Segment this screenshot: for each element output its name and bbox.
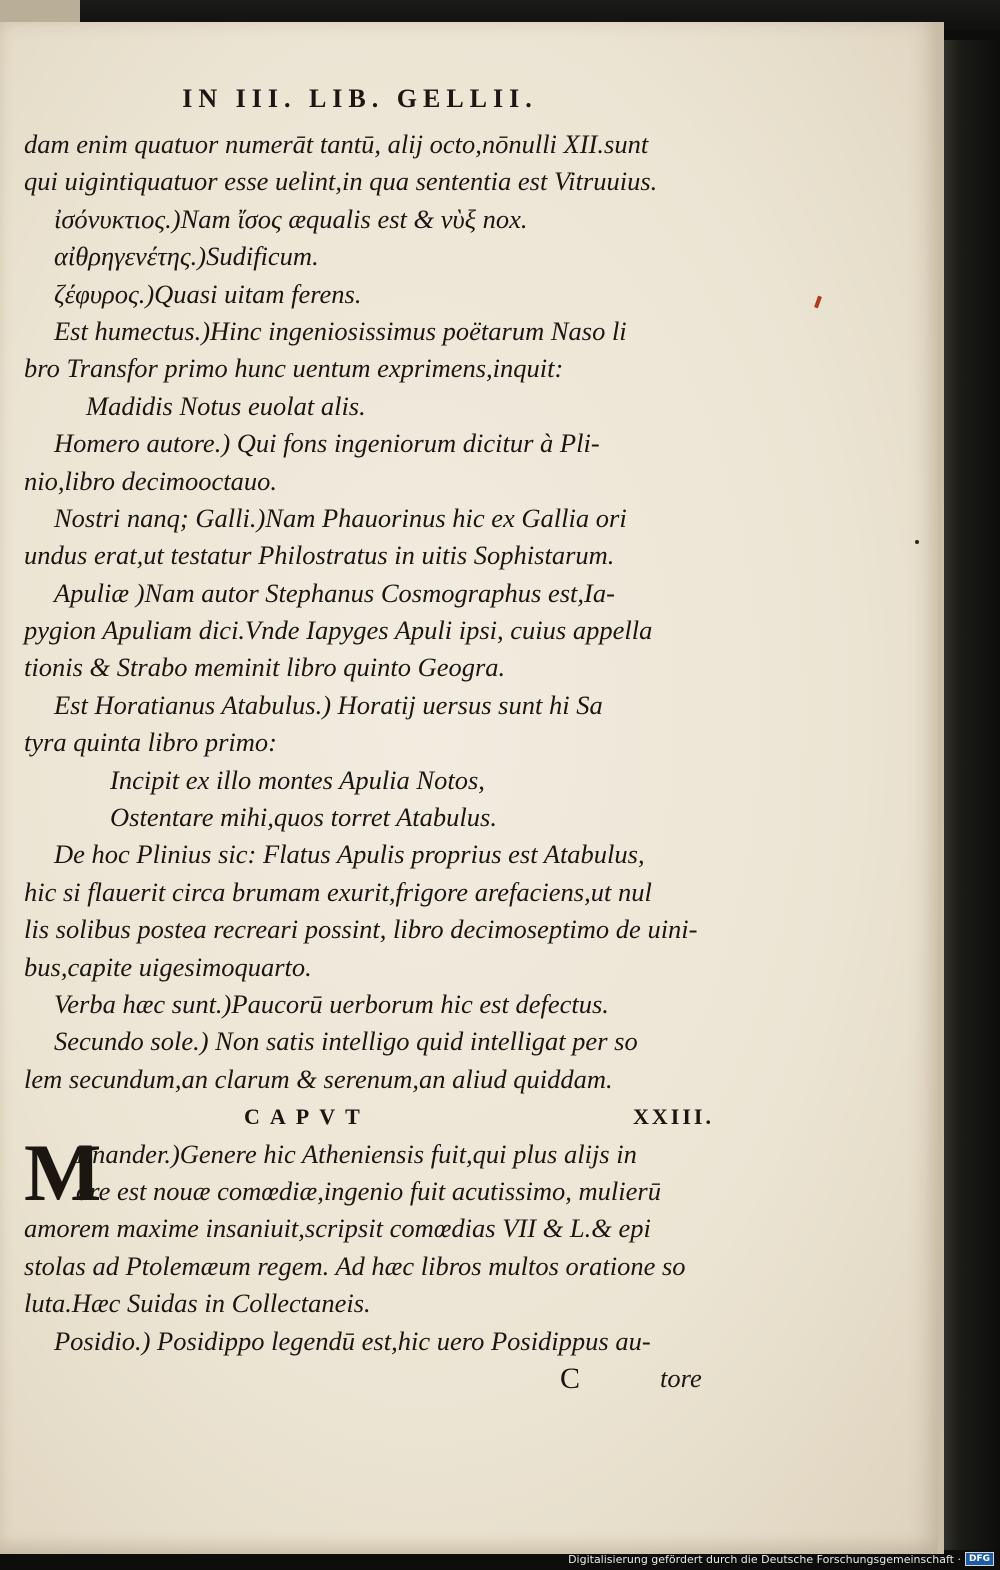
text-line: Nostri nanq; Galli.)Nam Phauorinus hic ex Gallia ori xyxy=(54,502,627,533)
text-line: lem secundum,an clarum & serenum,an aliud quiddam. xyxy=(24,1063,613,1094)
chapter-heading xyxy=(24,1098,714,1135)
text-line: bro Transfor primo hunc uentum exprimens,inquit: xyxy=(24,353,564,384)
signature-mark: C xyxy=(560,1361,581,1395)
text-line: hic si flauerit circa brumam exurit,frigore arefaciens,ut nul xyxy=(24,876,652,907)
text-line: Verba hæc sunt.)Paucorū uerborum hic est defectus. xyxy=(54,988,609,1019)
text-line: αἰθρηγενέτης.)Sudificum. xyxy=(54,241,319,272)
text-line: Homero autore.) Qui fons ingeniorum dicitur à Pli- xyxy=(54,428,600,459)
text-line: Ostentare mihi,quos torret Atabulus. xyxy=(110,802,497,833)
catchword: tore xyxy=(660,1362,702,1393)
text-line: Madidis Notus euolat alis. xyxy=(86,390,366,421)
page-text xyxy=(24,126,714,1397)
chapter-number: XXIII. xyxy=(633,1104,714,1130)
text-line: ore est nouæ comœdiæ,ingenio fuit acutissimo, mulierū xyxy=(76,1175,661,1206)
text-line: Est humectus.)Hinc ingeniosissimus poëtarum Naso li xyxy=(54,315,627,346)
text-line: Incipit ex illo montes Apulia Notos, xyxy=(110,764,485,795)
text-line: Posidio.) Posidippo legendū est,hic uero Posidippus au- xyxy=(54,1325,651,1356)
text-line: Enander.)Genere hic Atheniensis fuit,qui plus alijs in xyxy=(76,1138,637,1169)
text-line: bus,capite uigesimoquarto. xyxy=(24,951,312,982)
text-line: amorem maxime insaniuit,scripsit comœdias VII & L.& epi xyxy=(24,1213,651,1244)
text-line: De hoc Plinius sic: Flatus Apulis proprius est Atabulus, xyxy=(54,839,645,870)
text-line: ἰσόνυκτιος.)Nam ἴσος æqualis est & νὺξ nox. xyxy=(54,203,528,234)
running-head: IN III. LIB. GELLII. xyxy=(182,84,538,113)
text-line: dam enim quatuor numerāt tantū, alij octo,nōnulli XII.sunt xyxy=(24,129,649,159)
text-line: Est Horatianus Atabulus.) Horatij uersus sunt hi Sa xyxy=(54,689,603,720)
text-line: Apuliæ )Nam autor Stephanus Cosmographus est,Ia- xyxy=(54,577,615,608)
text-line: lis solibus postea recreari possint, libro decimoseptimo de uini- xyxy=(24,914,698,945)
dfg-logo: DFG xyxy=(965,1552,994,1566)
margin-dot xyxy=(915,540,919,544)
digitization-footer xyxy=(568,1552,994,1566)
drop-capital: M xyxy=(24,1126,102,1218)
text-line: pygion Apuliam dici.Vnde Iapyges Apuli ipsi, cuius appella xyxy=(24,615,653,646)
text-line: ζέφυρος.)Quasi uitam ferens. xyxy=(54,278,362,309)
text-line: tyra quinta libro primo: xyxy=(24,727,277,758)
text-line: qui uigintiquatuor esse uelint,in qua sententia est Vitruuius. xyxy=(24,166,658,197)
text-line: undus erat,ut testatur Philostratus in uitis Sophistarum. xyxy=(24,540,615,571)
scan-right-edge xyxy=(938,40,1000,1550)
text-line: tionis & Strabo meminit libro quinto Geogra. xyxy=(24,652,506,683)
text-line: nio,libro decimooctauo. xyxy=(24,465,277,496)
text-line: Secundo sole.) Non satis intelligo quid intelligat per so xyxy=(54,1026,638,1057)
chapter-paragraph xyxy=(24,1126,714,1360)
signature-line xyxy=(24,1360,714,1397)
footer-text: Digitalisierung gefördert durch die Deutsche Forschungsgemeinschaft · xyxy=(568,1552,961,1566)
text-line: stolas ad Ptolemæum regem. Ad hæc libros multos oratione so xyxy=(24,1250,686,1281)
text-line: luta.Hæc Suidas in Collectaneis. xyxy=(24,1288,371,1319)
chapter-label: CAPVT xyxy=(244,1104,370,1130)
